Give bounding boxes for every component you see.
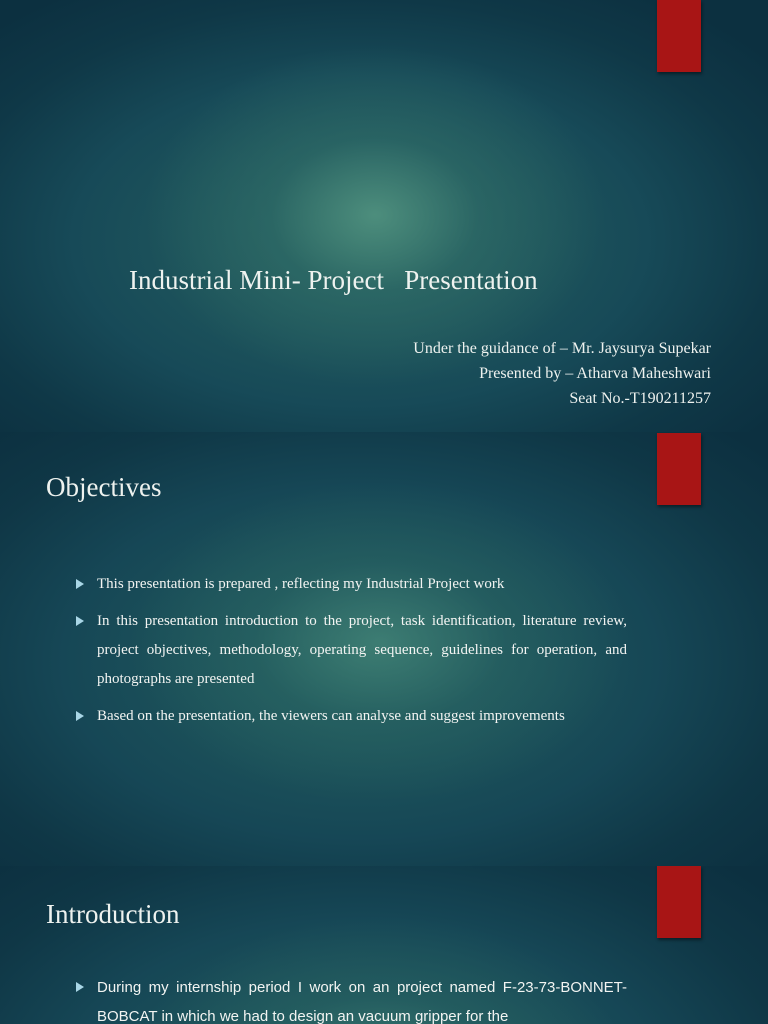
list-item	[76, 607, 627, 694]
list-item-text: This presentation is prepared , reflecting my Industrial Project work	[97, 576, 505, 592]
guidance-line: Under the guidance of – Mr. Jaysurya Supekar	[413, 340, 711, 357]
presenter-line: Presented by – Atharva Maheshwari	[479, 365, 711, 382]
introduction-list	[76, 973, 627, 1024]
accent-bar	[657, 866, 701, 938]
presentation-title: Industrial Mini- Project Presentation	[129, 265, 538, 295]
triangle-right-icon	[76, 616, 84, 626]
objectives-list	[76, 570, 627, 739]
list-item-text: Based on the presentation, the viewers can analyse and suggest improvements	[97, 708, 565, 724]
slide-heading: Introduction	[46, 899, 180, 929]
slide-heading: Objectives	[46, 472, 162, 502]
list-item-text: In this presentation introduction to the project, task identification, literature review, project objectives, methodology, operating sequence, guidelines for operation, and photographs are presented	[97, 613, 627, 687]
introduction-slide	[0, 866, 768, 1024]
list-item-text: During my internship period I work on an project named F-23-73-BONNET-BOBCAT in which we had to design an vacuum gripper for the	[97, 979, 627, 1024]
presenter-info	[413, 336, 711, 411]
seat-number-line: Seat No.-T190211257	[569, 390, 711, 407]
triangle-right-icon	[76, 579, 84, 589]
triangle-right-icon	[76, 982, 84, 992]
accent-bar	[657, 433, 701, 505]
list-item	[76, 570, 627, 599]
list-item	[76, 702, 627, 731]
triangle-right-icon	[76, 711, 84, 721]
objectives-slide	[0, 432, 768, 866]
list-item	[76, 973, 627, 1024]
accent-bar	[657, 0, 701, 72]
title-slide	[0, 0, 768, 432]
